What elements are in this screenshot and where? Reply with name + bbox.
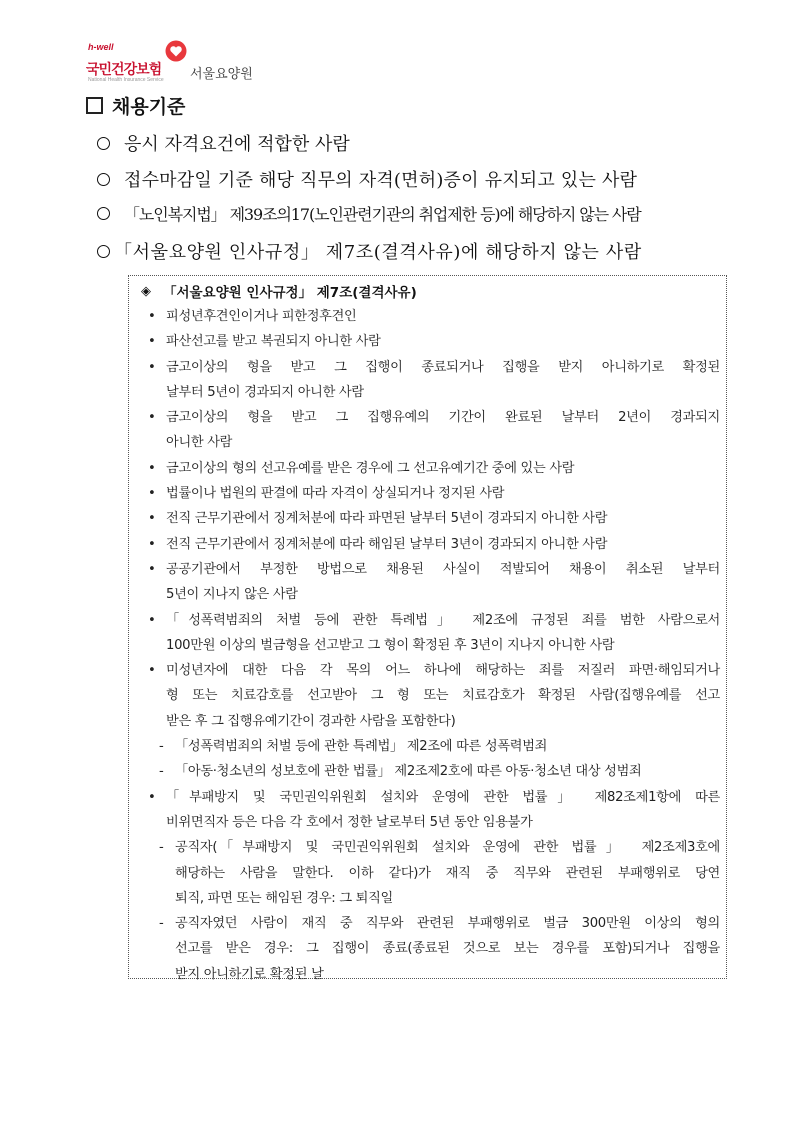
list-item	[148, 304, 720, 329]
dash-bullet: -	[159, 916, 164, 932]
box-title	[141, 281, 417, 301]
criterion-text: 「노인복지법」 제39조의17(노인관련기관의 취업제한 등)에 해당하지 않는 사람	[124, 205, 641, 224]
list-item-line: 받은 후 그 집행유예기간이 경과한 사람을 포함한다)	[166, 713, 456, 729]
circle-bullet-icon	[97, 173, 110, 186]
list-item-line: 전직 근무기관에서 징계처분에 따라 해임된 날부터 3년이 경과되지 아니한 사람	[166, 536, 608, 552]
list-item-line: 날부터 5년이 경과되지 아니한 사람	[166, 384, 364, 400]
section-heading	[86, 92, 185, 119]
bullet: •	[148, 511, 156, 527]
list-item-line: 금고이상의 형의 선고유예를 받은 경우에 그 선고유예기간 중에 있는 사람	[166, 460, 575, 476]
list-item-line: 파산선고를 받고 복권되지 아니한 사람	[166, 334, 381, 350]
diamond-icon: ◈	[141, 283, 151, 299]
list-item-line: 비위면직자 등은 다음 각 호에서 정한 날로부터 5년 동안 임용불가	[166, 814, 533, 830]
list-item	[148, 557, 720, 608]
list-item-line: 공직자(「부패방지 및 국민권익위원회 설치와 운영에 관한 법률」 제2조제3호에	[175, 840, 720, 856]
bullet: •	[148, 334, 156, 350]
bullet: •	[148, 460, 156, 476]
bullet: •	[148, 536, 156, 552]
logo-org-en: National Health Insurance Service	[88, 77, 164, 83]
logo-branch: 서울요양원	[190, 67, 253, 82]
list-item	[148, 329, 720, 354]
sub-list-item	[148, 759, 720, 784]
sub-list-item	[148, 734, 720, 759]
list-item-line: 해당하는 사람을 말한다. 이하 같다)가 재직 중 직무와 관련된 부패행위로 당연	[175, 865, 720, 881]
list-item-line: 법률이나 법원의 판결에 따라 자격이 상실되거나 정지된 사람	[166, 486, 505, 502]
bullet: •	[148, 309, 156, 324]
heart-icon	[165, 40, 187, 62]
criterion-item	[97, 130, 350, 156]
list-item-line: 미성년자에 대한 다음 각 목의 어느 하나에 해당하는 죄를 저질러 파면·해임되거나	[166, 663, 720, 679]
bullet: •	[148, 561, 156, 577]
list-item-line: 아니한 사람	[166, 435, 233, 451]
circle-bullet-icon	[97, 245, 110, 258]
criterion-text: 「서울요양원 인사규정」 제7조(결격사유)에 해당하지 않는 사람	[114, 242, 642, 263]
bullet: •	[148, 612, 156, 628]
list-item	[148, 532, 720, 557]
criterion-item	[97, 238, 642, 264]
list-item-line: 받지 아니하기로 확정된 날	[175, 966, 324, 982]
bullet: •	[148, 663, 156, 679]
box-title-text: 「서울요양원 인사규정」 제7조(결격사유)	[163, 285, 417, 301]
criterion-text: 응시 자격요건에 적합한 사람	[124, 134, 350, 155]
list-item	[148, 608, 720, 659]
list-item-line: 형 또는 치료감호를 선고받아 그 형 또는 치료감호가 확정된 사람(집행유예를 선고	[166, 688, 720, 704]
section-title: 채용기준	[112, 96, 186, 118]
list-item-line: 선고를 받은 경우: 그 집행이 종료(종료된 것으로 보는 경우를 포함)되거나 집행을	[175, 941, 720, 957]
list-item-line: 「성폭력범죄의 처벌 등에 관한 특례법」 제2조에 규정된 죄를 범한 사람으로서	[166, 612, 720, 628]
dash-bullet: -	[159, 739, 164, 755]
bullet: •	[148, 359, 156, 375]
list-item-line: 공공기관에서 부정한 방법으로 채용된 사실이 적발되어 채용이 취소된 날부터	[166, 561, 720, 577]
list-item-line: 5년이 지나지 않은 사람	[166, 587, 298, 603]
list-item-line: 피성년후견인이거나 피한정후견인	[166, 309, 357, 324]
disqualification-list	[148, 304, 720, 987]
criterion-item	[97, 202, 641, 225]
dash-bullet: -	[159, 764, 164, 780]
bullet: •	[148, 789, 156, 805]
logo	[86, 40, 286, 85]
list-item-line: 「성폭력범죄의 처벌 등에 관한 특례법」 제2조에 따른 성폭력범죄	[175, 739, 548, 755]
list-item-line: 공직자였던 사람이 재직 중 직무와 관련된 부패행위로 벌금 300만원 이상의 형의	[175, 916, 720, 932]
sub-list-item	[148, 835, 720, 911]
list-item-line: 전직 근무기관에서 징계처분에 따라 파면된 날부터 5년이 경과되지 아니한 사람	[166, 511, 608, 527]
list-item	[148, 785, 720, 836]
logo-tagline: h-well	[88, 42, 114, 52]
criterion-item	[97, 166, 637, 192]
list-item	[148, 355, 720, 406]
list-item	[148, 456, 720, 481]
disqualification-box	[128, 275, 727, 982]
list-item-line: 금고이상의 형을 받고 그 집행유예의 기간이 완료된 날부터 2년이 경과되지	[166, 410, 720, 426]
list-item	[148, 405, 720, 456]
logo-org: 국민건강보험	[86, 62, 162, 78]
sub-list-item	[148, 911, 720, 987]
list-item	[148, 658, 720, 734]
dash-bullet: -	[159, 840, 164, 856]
list-item	[148, 481, 720, 506]
checkbox-icon	[86, 97, 103, 114]
list-item	[148, 506, 720, 531]
list-item-line: 금고이상의 형을 받고 그 집행이 종료되거나 집행을 받지 아니하기로 확정된	[166, 359, 720, 375]
bullet: •	[148, 410, 156, 426]
bullet: •	[148, 486, 156, 502]
list-item-line: 「부패방지 및 국민권익위원회 설치와 운영에 관한 법률」 제82조제1항에 따른	[166, 789, 720, 805]
list-item-line: 100만원 이상의 벌금형을 선고받고 그 형이 확정된 후 3년이 지나지 아니한 사람	[166, 637, 615, 653]
list-item-line: 「아동·청소년의 성보호에 관한 법률」 제2조제2호에 따른 아동·청소년 대상 성범죄	[175, 764, 642, 780]
circle-bullet-icon	[97, 207, 110, 220]
circle-bullet-icon	[97, 137, 110, 150]
list-item-line: 퇴직, 파면 또는 해임된 경우: 그 퇴직일	[175, 890, 393, 906]
criterion-text: 접수마감일 기준 해당 직무의 자격(면허)증이 유지되고 있는 사람	[124, 170, 638, 191]
